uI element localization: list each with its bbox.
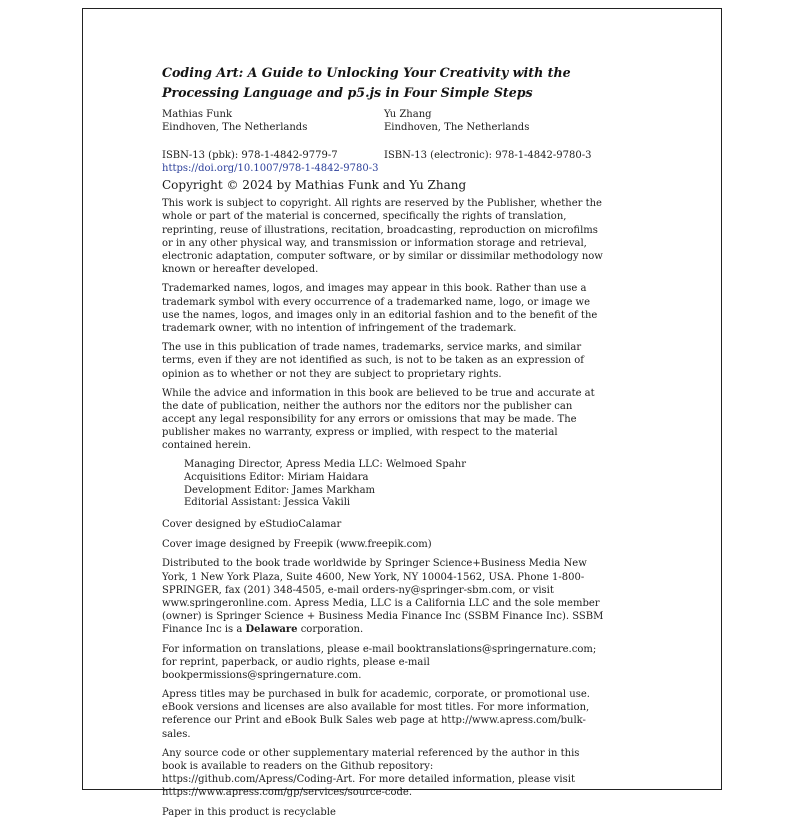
distribution-text-end: corporation.	[297, 623, 364, 635]
isbn-block	[162, 149, 604, 162]
author-name: Yu Zhang	[384, 109, 432, 120]
trade-names-paragraph: The use in this publication of trade names, trademarks, service marks, and similar terms, even if they are not identified as such, is not to be taken as an expression of opinion as to whether or not they are subject to proprietary rights.	[162, 342, 584, 380]
source-code-paragraph: Any source code or other supplementary material referenced by the author in this book is available to readers on the Github repository: https://github.com/Apress/Coding-Art. For more detailed information, please visit https://www.apress.com/gp/services/source-code.	[162, 748, 580, 799]
cover-design-line: Cover designed by eStudioCalamar	[162, 519, 342, 531]
credit-line: Managing Director, Apress Media LLC: Welmoed Spahr	[184, 459, 466, 471]
advice-paragraph: While the advice and information in this book are believed to be true and accurate at the date of publication, neither the authors nor the editors nor the publisher can accept any legal responsibility for any errors or omissions that may be made. The publisher makes no warranty, express or implied, with respect to the material contained herein.	[162, 388, 595, 452]
isbn-electronic: ISBN-13 (electronic): 978-1-4842-9780-3	[384, 150, 592, 162]
author-name: Mathias Funk	[162, 109, 233, 120]
trademarks-paragraph: Trademarked names, logos, and images may appear in this book. Rather than use a trademark symbol with every occurrence of a trademarked name, logo, or image we use the names, logos, and images only in an editorial fashion and to the benefit of the trademark owner, with no intention of infringement of the trademark.	[162, 283, 598, 334]
page-content	[162, 63, 604, 826]
author-2	[384, 108, 604, 134]
rights-paragraph: This work is subject to copyright. All rights are reserved by the Publisher, whether the whole or part of the material is concerned, specifically the rights of translation, reprinting, reuse of illustrations, recitation, broadcasting, reproduction on microfilms or in any other physical way, and transmission or information storage and retrieval, electronic adaptation, computer software, or by similar or dissimilar methodology now known or hereafter developed.	[162, 198, 603, 275]
credit-line: Development Editor: James Markham	[184, 484, 376, 496]
copyright-page	[82, 8, 722, 819]
copyright-line: Copyright © 2024 by Mathias Funk and Yu Zhang	[162, 178, 467, 193]
bulk-sales-paragraph: Apress titles may be purchased in bulk for academic, corporate, or promotional use. eBook versions and licenses are also available for most titles. For more information, reference our Print and eBook Bulk Sales web page at http://www.apress.com/bulk-sales.	[162, 689, 590, 740]
credit-line: Editorial Assistant: Jessica Vakili	[184, 497, 351, 509]
delaware-bold: Delaware	[245, 623, 298, 635]
doi-link[interactable]: https://doi.org/10.1007/978-1-4842-9780-3	[162, 163, 379, 175]
cover-image-line: Cover image designed by Freepik (www.freepik.com)	[162, 538, 432, 550]
credits-list	[184, 459, 604, 510]
isbn-pbk: ISBN-13 (pbk): 978-1-4842-9779-7	[162, 150, 338, 162]
authors-block	[162, 108, 604, 134]
author-location: Eindhoven, The Netherlands	[162, 122, 308, 134]
author-location: Eindhoven, The Netherlands	[384, 122, 530, 134]
recycle-line: Paper in this product is recyclable	[162, 807, 336, 819]
book-title: Coding Art: A Guide to Unlocking Your Creativity with the Processing Language and p5.js in Four Simple Steps	[162, 65, 571, 100]
translations-paragraph: For information on translations, please e-mail booktranslations@springernature.com; for reprint, paperback, or audio rights, please e-mail bookpermissions@springernature.com.	[162, 643, 597, 681]
credit-line: Acquisitions Editor: Miriam Haidara	[184, 471, 369, 483]
distribution-text: Distributed to the book trade worldwide by Springer Science+Business Media New York, 1 New York Plaza, Suite 4600, New York, NY 10004-1562, USA. Phone 1-800-SPRINGER, fax (201) 348-4505, e-mail orders-ny@springer-sbm.com, or visit www.springeronline.com. Apress Media, LLC is a California LLC and the sole member (owner) is Springer Science + Business Media Finance Inc (SSBM Finance Inc). SSBM Finance Inc is a	[162, 558, 604, 635]
author-1	[162, 108, 384, 134]
distribution-paragraph	[162, 557, 604, 636]
